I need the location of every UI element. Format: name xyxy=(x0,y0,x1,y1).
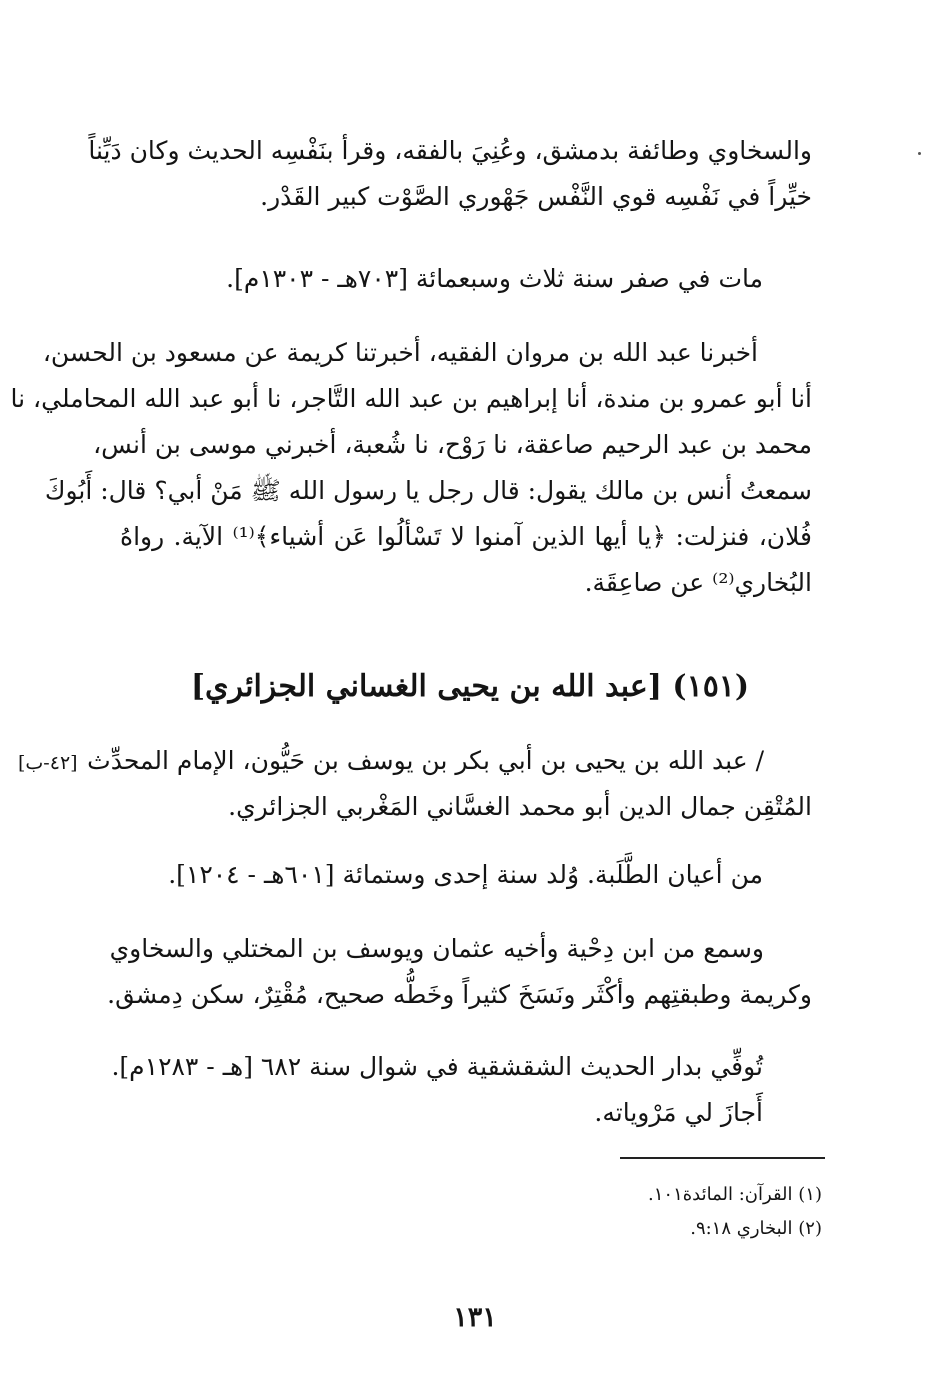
paragraph-death xyxy=(111,1044,763,1136)
footnote-1: (١) القرآن: المائدة١٠١. xyxy=(648,1184,822,1205)
text-line: محمد بن عبد الرحيم صاعقة، نا رَوْح، نا شُعبة، أخبرني موسى بن أنس، xyxy=(93,430,812,459)
text-line: البُخاري⁽²⁾ عن صاعِقَة. xyxy=(584,568,812,597)
paragraph-birth xyxy=(120,852,763,898)
text-line: من أعيان الطَّلَبة. وُلد سنة إحدى وستمائة [٦٠١هـ - ١٢٠٤]. xyxy=(168,860,763,889)
manuscript-folio-note: [٤٢-ب] xyxy=(18,752,78,774)
entry-heading: (١٥١) [عبد الله بن يحيى الغساني الجزائري] xyxy=(190,669,750,704)
text-line: أَجازَ لي مَرْوياته. xyxy=(594,1098,763,1127)
text-line: وسمع من ابن دِحْية وأخيه عثمان ويوسف بن المختلي والسخاوي xyxy=(109,934,764,963)
text-line: وكريمة وطبقتِهم وأكْثَر ونَسَخَ كثيراً وخَطُّه صحيح، مُقْتِرٌ، سكن دِمشق. xyxy=(107,980,812,1009)
text-line: / عبد الله بن يحيى بن أبي بكر بن يوسف بن حَيُّون، الإمام المحدِّث xyxy=(87,746,764,775)
text-line: أخبرنا عبد الله بن مروان الفقيه، أخبرتنا كريمة عن مسعود بن الحسن، xyxy=(42,338,758,367)
footnote-2: (٢) البخاري ٩:١٨. xyxy=(690,1218,822,1239)
paragraph-hadith-chain xyxy=(10,330,812,606)
text-line: خيِّراً في نَفْسِه قوي النَّفْس جَهْوري الصَّوْت كبير القَدْر. xyxy=(260,182,812,211)
text-line: أنا أبو عمرو بن مندة، أنا إبراهيم بن عبد الله التَّاجر، نا أبو عبد الله المحاملي، نا xyxy=(10,384,812,413)
paragraph-continuation xyxy=(88,128,812,220)
text-line: سمعتُ أنس بن مالك يقول: قال رجل يا رسول الله ﷺ مَنْ أبي؟ قال: أَبُوكَ xyxy=(44,476,812,505)
footnote-divider xyxy=(620,1157,825,1159)
text-line: المُتْقِن جمال الدين أبو محمد الغسَّاني المَغْربي الجزائري. xyxy=(228,792,812,821)
text-line: تُوفِّي بدار الحديث الشقشقية في شوال سنة ٦٨٢ [هـ - ١٢٨٣م]. xyxy=(111,1052,763,1081)
text-line: فُلان، فنزلت: ﴿يا أيها الذين آمنوا لا تَسْألُوا عَن أشياء﴾⁽¹⁾ الآية. رواهُ xyxy=(120,522,812,551)
text-line: والسخاوي وطائفة بدمشق، وعُنِيَ بالفقه، وقرأ بنَفْسِه الحديث وكان دَيِّناً xyxy=(88,136,812,165)
scan-speck xyxy=(918,152,921,155)
paragraph-teachers xyxy=(107,926,812,1018)
text-line: مات في صفر سنة ثلاث وسبعمائة [٧٠٣هـ - ١٣٠٣م]. xyxy=(226,264,763,293)
paragraph-death-date xyxy=(120,256,763,302)
paragraph-biography-name xyxy=(87,738,812,830)
page-number: ١٣١ xyxy=(453,1302,497,1333)
